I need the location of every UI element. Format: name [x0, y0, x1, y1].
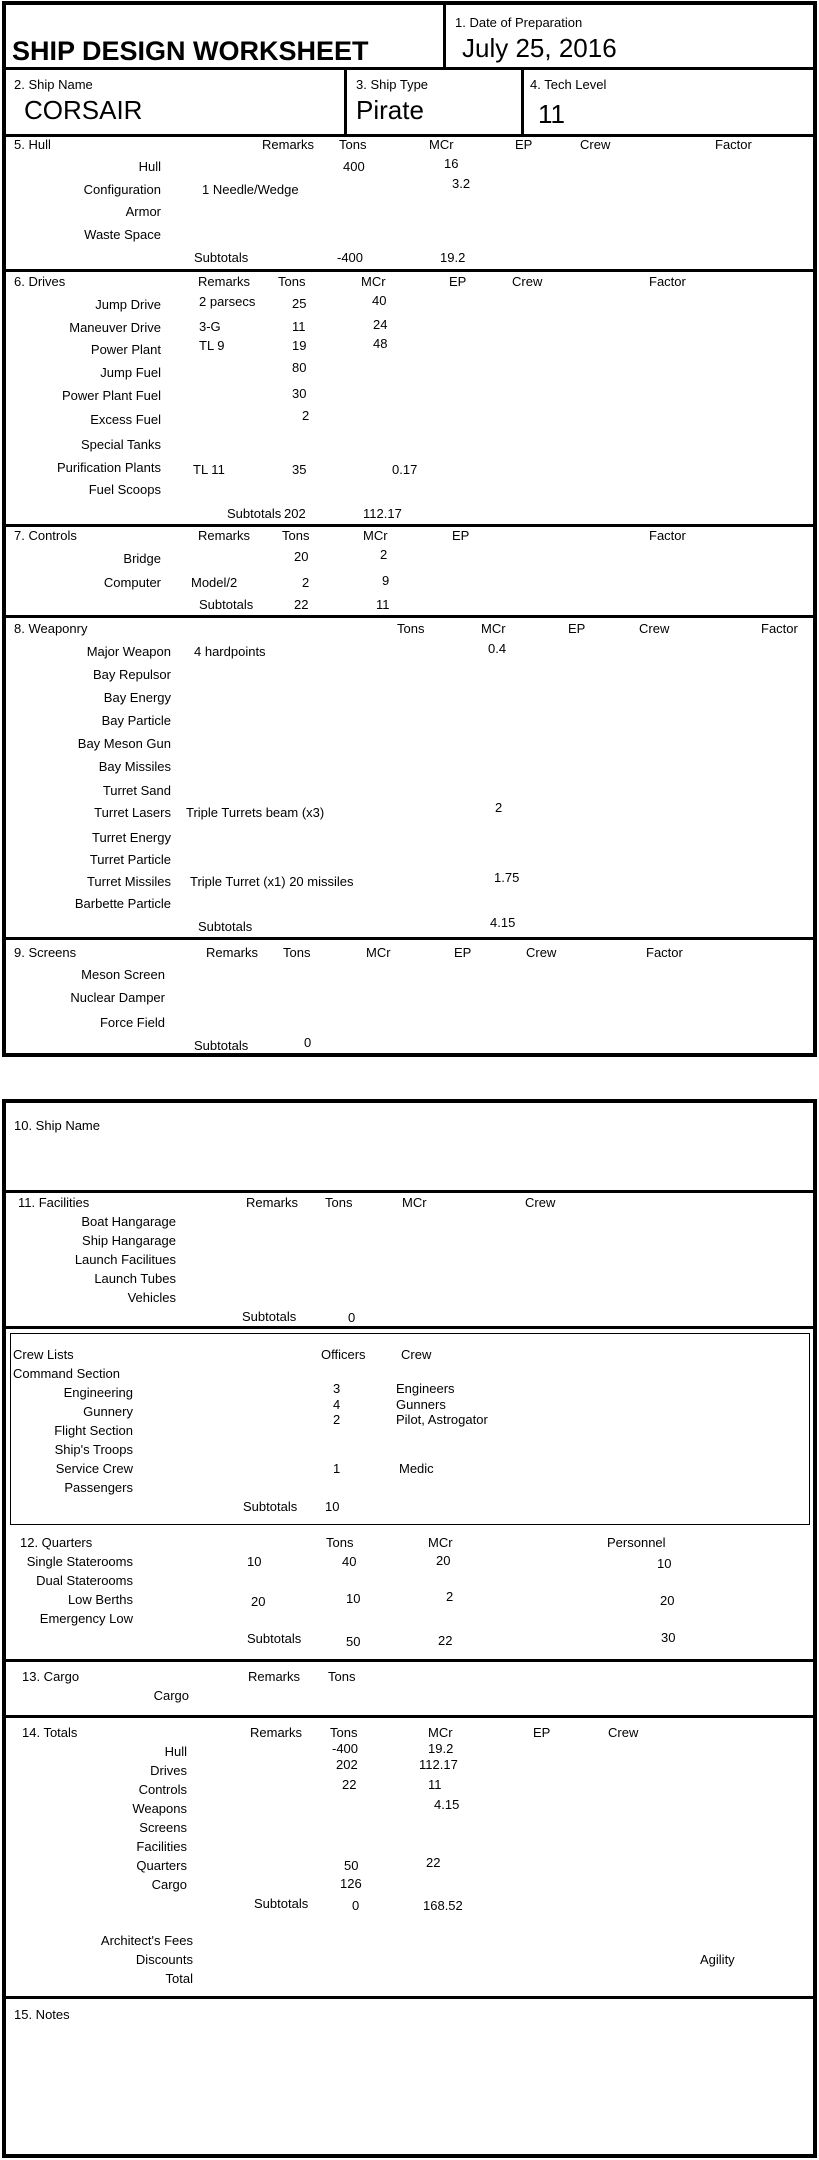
row-label: Cargo — [151, 1877, 187, 1892]
col-header-factor: Factor — [649, 274, 686, 289]
divider — [6, 615, 813, 618]
quarters-section-title: 12. Quarters — [20, 1535, 93, 1550]
col-header-crew: Crew — [608, 1725, 639, 1740]
row-label: Bay Particle — [101, 713, 171, 728]
col-header-officers: Officers — [321, 1347, 366, 1362]
col-header-ep: EP — [568, 621, 586, 636]
row-label: Ship Hangarage — [82, 1233, 176, 1248]
remarks-value: Triple Turrets beam (x3) — [186, 805, 325, 820]
divider — [6, 1659, 813, 1662]
col-header-mcr: MCr — [481, 621, 506, 636]
officers-value: 4 — [333, 1397, 341, 1412]
row-label: Command Section — [13, 1366, 120, 1381]
col-header-crew: Crew — [401, 1347, 432, 1362]
col-header-remarks: Remarks — [262, 137, 315, 152]
row-label: Turret Sand — [102, 783, 171, 798]
row-label: Low Berths — [67, 1592, 133, 1607]
row-label: Turret Lasers — [94, 805, 171, 820]
col-header-remarks: Remarks — [248, 1669, 301, 1684]
ship-name-value: CORSAIR — [24, 95, 143, 125]
controls-section-title: 7. Controls — [14, 528, 77, 543]
count-value: 20 — [251, 1594, 266, 1609]
mcr-value: 0.4 — [488, 641, 507, 656]
col-header-crew: Crew — [639, 621, 670, 636]
subtotal-label: Subtotals — [194, 250, 249, 265]
row-label: Bay Missiles — [98, 759, 171, 774]
mcr-value: 20 — [436, 1553, 451, 1568]
mcr-value: 48 — [373, 336, 388, 351]
row-label: Bridge — [123, 551, 161, 566]
notes-label: 15. Notes — [14, 2007, 70, 2022]
row-label: Launch Tubes — [94, 1271, 176, 1286]
date-value: July 25, 2016 — [462, 33, 617, 63]
row-label: Drives — [150, 1763, 187, 1778]
col-header-remarks: Remarks — [250, 1725, 303, 1740]
officers-value: 1 — [333, 1461, 341, 1476]
divider — [344, 67, 347, 134]
col-header-remarks: Remarks — [246, 1195, 299, 1210]
tons-value: 11 — [292, 319, 306, 334]
row-label: Computer — [103, 575, 161, 590]
tons-value: 400 — [343, 159, 365, 174]
col-header-factor: Factor — [646, 945, 683, 960]
discounts-label: Discounts — [135, 1952, 193, 1967]
row-label: Purification Plants — [56, 460, 161, 475]
col-header-tons: Tons — [328, 1669, 356, 1684]
row-label: Weapons — [132, 1801, 187, 1816]
col-header-remarks: Remarks — [206, 945, 259, 960]
subtotal-label: Subtotals — [199, 597, 254, 612]
divider — [6, 67, 813, 70]
row-label: Hull — [164, 1744, 187, 1759]
divider — [521, 67, 524, 134]
ship-name-label-2: 10. Ship Name — [14, 1118, 100, 1133]
remarks-value: TL 11 — [193, 462, 225, 477]
mcr-value: 19.2 — [428, 1741, 454, 1756]
col-header-tons: Tons — [397, 621, 425, 636]
personnel-value: 10 — [657, 1556, 672, 1571]
col-header-crew: Crew — [580, 137, 611, 152]
col-header-mcr: MCr — [428, 1725, 453, 1740]
mcr-value: 2 — [495, 800, 503, 815]
col-header-tons: Tons — [283, 945, 311, 960]
row-label: Nuclear Damper — [70, 990, 165, 1005]
row-label: Fuel Scoops — [88, 482, 161, 497]
col-header-tons: Tons — [278, 274, 306, 289]
col-header-mcr: MCr — [428, 1535, 453, 1550]
col-header-remarks: Remarks — [198, 528, 251, 543]
crew-value: Medic — [399, 1461, 434, 1476]
row-label: Single Staterooms — [26, 1554, 133, 1569]
divider — [6, 937, 813, 940]
row-label: Jump Drive — [95, 297, 161, 312]
subtotal-tons: 22 — [294, 597, 309, 612]
row-label: Dual Staterooms — [36, 1573, 133, 1588]
row-label: Power Plant — [90, 342, 161, 357]
col-header-factor: Factor — [761, 621, 798, 636]
remarks-value: 1 Needle/Wedge — [202, 182, 299, 197]
tons-value: 50 — [344, 1858, 359, 1873]
remarks-value: 2 parsecs — [199, 294, 256, 309]
ship-type-value: Pirate — [356, 95, 424, 125]
crew-lists-box — [10, 1333, 810, 1525]
remarks-value: Triple Turret (x1) 20 missiles — [190, 874, 354, 889]
row-label: Turret Energy — [92, 830, 171, 845]
divider — [6, 1996, 813, 1999]
ship-type-label: 3. Ship Type — [356, 77, 429, 92]
totals-section-title: 14. Totals — [22, 1725, 78, 1740]
row-label: Flight Section — [54, 1423, 133, 1438]
row-label: Major Weapon — [86, 644, 171, 659]
agility-label: Agility — [700, 1952, 735, 1967]
mcr-value: 3.2 — [452, 176, 471, 191]
col-header-ep: EP — [533, 1725, 551, 1740]
col-header-crew: Crew — [525, 1195, 556, 1210]
row-label: Vehicles — [127, 1290, 176, 1305]
col-header-personnel: Personnel — [607, 1535, 666, 1550]
mcr-value: 22 — [426, 1855, 441, 1870]
tons-value: 22 — [342, 1777, 357, 1792]
tons-value: 35 — [292, 462, 307, 477]
row-label: Passengers — [64, 1480, 133, 1495]
subtotal-tons: 50 — [346, 1634, 361, 1649]
tons-value: -400 — [332, 1741, 359, 1756]
row-label: Barbette Particle — [74, 896, 171, 911]
subtotal-tons: 0 — [348, 1310, 356, 1325]
col-header-tons: Tons — [326, 1535, 354, 1550]
row-label: Excess Fuel — [90, 412, 161, 427]
col-header-tons: Tons — [339, 137, 367, 152]
row-label: Controls — [138, 1782, 187, 1797]
row-label: Bay Meson Gun — [77, 736, 171, 751]
total-label: Total — [165, 1971, 193, 1986]
col-header-tons: Tons — [330, 1725, 358, 1740]
hull-section-title: 5. Hull — [14, 137, 51, 152]
subtotal-mcr: 19.2 — [440, 250, 466, 265]
mcr-value: 4.15 — [434, 1797, 460, 1812]
subtotal-label: Subtotals — [227, 506, 282, 521]
row-label: Bay Repulsor — [92, 667, 171, 682]
row-label: Jump Fuel — [100, 365, 161, 380]
tons-value: 80 — [292, 360, 307, 375]
officers-value: 2 — [333, 1412, 341, 1427]
tons-value: 2 — [302, 408, 310, 423]
subtotal-label: Subtotals — [247, 1631, 302, 1646]
row-label: Gunnery — [83, 1404, 133, 1419]
col-header-crew: Crew — [512, 274, 543, 289]
mcr-value: 2 — [380, 547, 388, 562]
drives-section-title: 6. Drives — [14, 274, 66, 289]
subtotal-mcr: 11 — [376, 597, 390, 612]
row-label: Cargo — [153, 1688, 189, 1703]
remarks-value: 4 hardpoints — [194, 644, 266, 659]
worksheet-title: SHIP DESIGN WORKSHEET — [12, 36, 369, 66]
row-label: Turret Particle — [89, 852, 171, 867]
crew-value: Pilot, Astrogator — [396, 1412, 488, 1427]
cargo-section-title: 13. Cargo — [22, 1669, 80, 1684]
subtotal-label: Subtotals — [198, 919, 253, 934]
tons-value: 20 — [294, 549, 309, 564]
subtotal-mcr: 22 — [438, 1633, 453, 1648]
subtotal-tons: 0 — [304, 1035, 312, 1050]
tons-value: 202 — [336, 1757, 358, 1772]
row-label: Emergency Low — [39, 1611, 133, 1626]
col-header-factor: Factor — [715, 137, 752, 152]
col-header-tons: Tons — [325, 1195, 353, 1210]
remarks-value: Model/2 — [191, 575, 238, 590]
col-header-mcr: MCr — [402, 1195, 427, 1210]
subtotal-label: Subtotals — [194, 1038, 249, 1053]
date-label: 1. Date of Preparation — [455, 15, 583, 30]
subtotal-tons: 202 — [284, 506, 306, 521]
tons-value: 30 — [292, 386, 307, 401]
tons-value: 10 — [346, 1591, 361, 1606]
subtotal-label: Subtotals — [254, 1896, 309, 1911]
worksheet-page-2 — [2, 1099, 817, 2158]
row-label: Special Tanks — [81, 437, 161, 452]
mcr-value: 1.75 — [494, 870, 520, 885]
mcr-value: 0.17 — [392, 462, 418, 477]
crew-value: Gunners — [396, 1397, 446, 1412]
subtotal-mcr: 168.52 — [423, 1898, 463, 1913]
row-label: Waste Space — [84, 227, 161, 242]
mcr-value: 11 — [428, 1777, 442, 1792]
mcr-value: 9 — [382, 573, 390, 588]
subtotal-label: Subtotals — [243, 1499, 298, 1514]
col-header-factor: Factor — [649, 528, 686, 543]
divider — [6, 1326, 813, 1329]
col-header-mcr: MCr — [363, 528, 388, 543]
tech-level-label: 4. Tech Level — [530, 77, 607, 92]
row-label: Service Crew — [55, 1461, 133, 1476]
row-label: Facilities — [136, 1839, 187, 1854]
row-label: Maneuver Drive — [69, 320, 161, 335]
divider — [6, 1190, 813, 1193]
tons-value: 19 — [292, 338, 307, 353]
divider — [6, 134, 813, 137]
col-header-crew: Crew — [526, 945, 557, 960]
row-label: Ship's Troops — [54, 1442, 133, 1457]
subtotal-label: Subtotals — [242, 1309, 297, 1324]
crew-value: Engineers — [396, 1381, 455, 1396]
subtotal-tons: -400 — [337, 250, 364, 265]
mcr-value: 40 — [372, 293, 387, 308]
row-label: Boat Hangarage — [81, 1214, 176, 1229]
screens-section-title: 9. Screens — [14, 945, 77, 960]
subtotal-officers: 10 — [325, 1499, 340, 1514]
divider — [6, 1715, 813, 1718]
col-header-mcr: MCr — [361, 274, 386, 289]
mcr-value: 16 — [444, 156, 459, 171]
divider — [443, 5, 446, 67]
col-header-ep: EP — [449, 274, 467, 289]
officers-value: 3 — [333, 1381, 341, 1396]
facilities-section-title: 11. Facilities — [18, 1195, 90, 1210]
row-label: Engineering — [63, 1385, 133, 1400]
row-label: Configuration — [83, 182, 161, 197]
row-label: Hull — [138, 159, 161, 174]
personnel-value: 20 — [660, 1593, 675, 1608]
col-header-tons: Tons — [282, 528, 310, 543]
col-header-mcr: MCr — [366, 945, 391, 960]
mcr-value: 24 — [373, 317, 388, 332]
row-label: Turret Missiles — [86, 874, 171, 889]
row-label: Meson Screen — [81, 967, 165, 982]
tons-value: 2 — [302, 575, 310, 590]
crew-lists-title: Crew Lists — [13, 1347, 74, 1362]
row-label: Screens — [139, 1820, 187, 1835]
mcr-value: 2 — [446, 1589, 454, 1604]
worksheet-page-1 — [2, 1, 817, 1057]
subtotal-personnel: 30 — [661, 1630, 676, 1645]
count-value: 10 — [247, 1554, 262, 1569]
tons-value: 126 — [340, 1876, 362, 1891]
tons-value: 25 — [292, 296, 307, 311]
row-label: Bay Energy — [103, 690, 171, 705]
col-header-ep: EP — [454, 945, 472, 960]
col-header-ep: EP — [515, 137, 533, 152]
mcr-value: 112.17 — [419, 1757, 458, 1772]
weaponry-section-title: 8. Weaponry — [14, 621, 88, 636]
row-label: Quarters — [136, 1858, 187, 1873]
divider — [6, 524, 813, 527]
tons-value: 40 — [342, 1554, 357, 1569]
divider — [6, 269, 813, 272]
row-label: Launch Facilitues — [74, 1252, 176, 1267]
remarks-value: 3-G — [199, 319, 221, 334]
architect-fees-label: Architect's Fees — [100, 1933, 193, 1948]
remarks-value: TL 9 — [199, 338, 225, 353]
tech-level-value: 11 — [538, 99, 565, 129]
subtotal-mcr: 4.15 — [490, 915, 516, 930]
col-header-mcr: MCr — [429, 137, 454, 152]
col-header-ep: EP — [452, 528, 470, 543]
row-label: Force Field — [99, 1015, 165, 1030]
subtotal-tons: 0 — [352, 1898, 360, 1913]
col-header-remarks: Remarks — [198, 274, 251, 289]
row-label: Power Plant Fuel — [62, 388, 161, 403]
subtotal-mcr: 112.17 — [363, 506, 402, 521]
row-label: Armor — [125, 204, 161, 219]
ship-name-label: 2. Ship Name — [14, 77, 93, 92]
